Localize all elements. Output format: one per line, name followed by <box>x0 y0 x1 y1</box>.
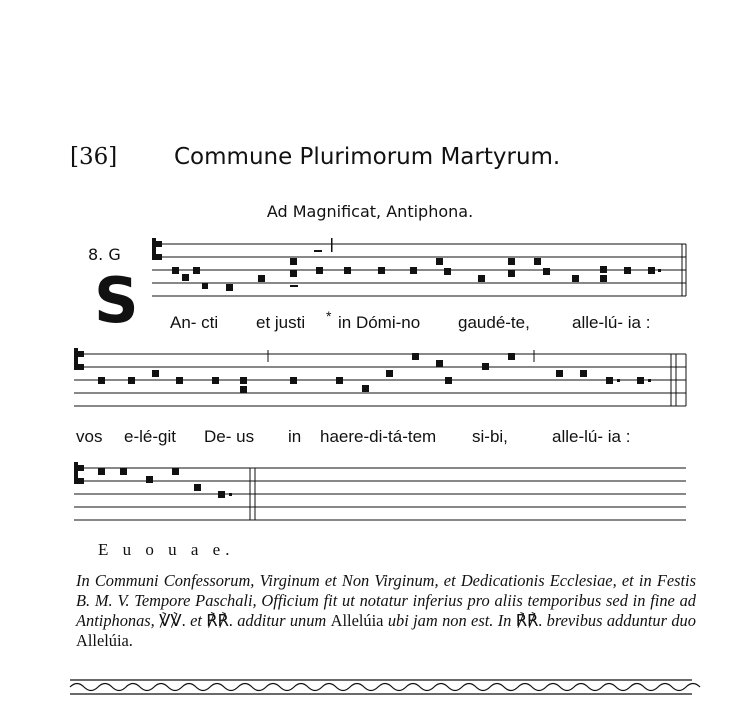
response-symbol: ℟℟. <box>206 611 233 630</box>
rubric-text: In Communi Confessorum, Virginum et Non Virginum, et Dedicationis Ecclesiae, et in Festis B. M. V. Tempore Paschali, Officium fit ut notatur inferius pro aliis temporibus sed in fine ad Antiphonas, <box>76 571 696 630</box>
alleluia-text: Allelúia <box>330 611 384 630</box>
rubric-text: et <box>190 611 202 630</box>
lyric-syllable: alle-lú- ia : <box>552 427 631 446</box>
response-symbol: ℟℟. <box>515 611 543 630</box>
chant-mode: 8. G <box>88 245 121 264</box>
rubric-text: brevibus adduntur duo <box>546 611 696 630</box>
staff-2-clef <box>74 348 84 370</box>
rubric-paragraph <box>76 571 696 651</box>
lyric-syllable: in Dómi-no <box>338 313 421 332</box>
lyric-syllable: et justi <box>256 313 306 332</box>
lyric-syllable: vos <box>76 427 103 446</box>
lyric-syllable: e-lé-git <box>124 427 176 446</box>
lyric-syllable: An- cti <box>170 313 219 332</box>
rubric-text: ubi jam non est. In <box>387 611 512 630</box>
lyric-syllable: si-bi, <box>472 427 508 446</box>
chant-initial: S <box>94 264 139 337</box>
lyric-syllable: haere-di-tá-tem <box>320 427 437 446</box>
lyric-syllable: gaudé-te, <box>458 313 530 332</box>
alleluia-text: Allelúia. <box>76 631 133 650</box>
staff-2 <box>74 350 686 406</box>
lyric-syllable: alle-lú- ia : <box>572 313 651 332</box>
page-title: Commune Plurimorum Martyrum. <box>174 144 561 170</box>
versicle-symbol: ℣℣. <box>159 611 186 630</box>
lyric-asterisk: * <box>326 308 332 324</box>
decorative-border <box>70 680 700 694</box>
rubric-text: additur unum <box>237 611 327 630</box>
differentia-text: E u o u a e. <box>98 540 235 559</box>
lyric-syllable: De- us <box>204 427 255 446</box>
staff-3 <box>74 468 686 520</box>
lyric-syllable: in <box>288 427 302 446</box>
staff-2-neumes <box>98 353 651 393</box>
staff-1-clef <box>152 238 162 260</box>
staff-3-clef <box>74 462 84 484</box>
page-number: [36] <box>70 144 118 170</box>
chant-subtitle: Ad Magnificat, Antiphona. <box>266 202 474 221</box>
